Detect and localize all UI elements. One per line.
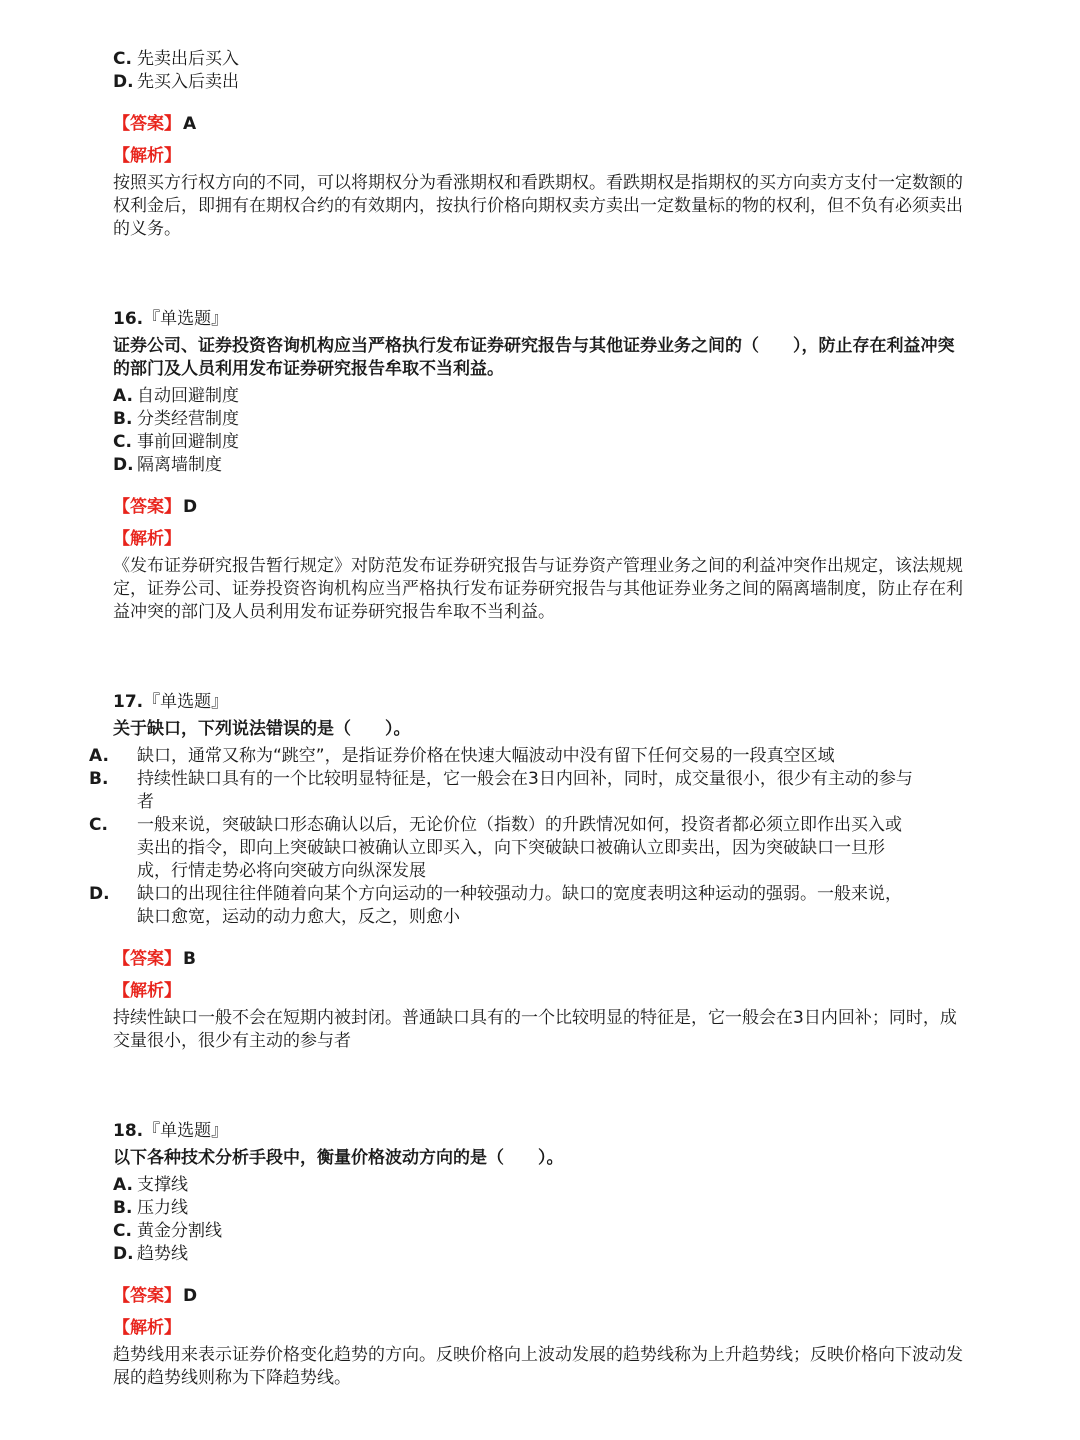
option-text: 支撑线 bbox=[137, 1175, 188, 1195]
option-letter: D. bbox=[89, 884, 110, 904]
answer-line bbox=[113, 112, 968, 136]
prev-question bbox=[113, 48, 968, 241]
question-number: 17. bbox=[113, 692, 144, 712]
option-text: 缺口，通常又称为“跳空”，是指证券价格在快速大幅波动中没有留下任何交易的一段真空区域 bbox=[137, 746, 835, 766]
answer-line bbox=[113, 495, 968, 519]
option-text: 持续性缺口具有的一个比较明显特征是，它一般会在3日内回补，同时，成交量很小，很少有主动的参与者 bbox=[137, 769, 913, 812]
option-d bbox=[113, 1243, 968, 1266]
option-text: 隔离墙制度 bbox=[137, 455, 222, 475]
answer-line bbox=[113, 947, 968, 971]
option-c bbox=[113, 431, 968, 454]
analysis-tag: 【解析】 bbox=[113, 1318, 181, 1338]
analysis-tag: 【解析】 bbox=[113, 146, 181, 166]
option-a bbox=[113, 1174, 968, 1197]
option-a bbox=[89, 745, 968, 768]
option-d bbox=[113, 71, 968, 94]
option-letter: B. bbox=[113, 409, 133, 429]
option-text: 一般来说，突破缺口形态确认以后，无论价位（指数）的升跌情况如何，投资者都必须立即作出买入或卖出的指令，即向上突破缺口被确认立即买入，向下突破缺口被确认立即卖出，因为突破缺口一旦形成，行情走势必将向突破方向纵深发展 bbox=[137, 815, 902, 881]
analysis-tag: 【解析】 bbox=[113, 529, 181, 549]
option-letter: C. bbox=[89, 815, 108, 835]
question-18 bbox=[113, 1119, 968, 1390]
option-letter: C. bbox=[113, 432, 132, 452]
analysis-text: 持续性缺口一般不会在短期内被封闭。普通缺口具有的一个比较明显的特征是，它一般会在3日内回补；同时，成交量很小，很少有主动的参与者 bbox=[113, 1008, 957, 1051]
option-text: 事前回避制度 bbox=[137, 432, 239, 452]
option-text: 先卖出后买入 bbox=[137, 49, 239, 69]
option-text: 压力线 bbox=[137, 1198, 188, 1218]
question-type: 『单选题』 bbox=[143, 692, 229, 712]
option-text: 先买入后卖出 bbox=[137, 72, 239, 92]
option-text: 分类经营制度 bbox=[137, 409, 239, 429]
option-b bbox=[113, 1197, 968, 1220]
option-letter: D. bbox=[113, 455, 134, 475]
answer-tag: 【答案】 bbox=[113, 1286, 181, 1306]
answer-value: A bbox=[183, 114, 197, 134]
answer-tag: 【答案】 bbox=[113, 114, 181, 134]
option-d bbox=[113, 454, 968, 477]
question-16 bbox=[113, 307, 968, 624]
option-letter: D. bbox=[113, 72, 134, 92]
option-letter: B. bbox=[113, 1198, 133, 1218]
analysis-text: 趋势线用来表示证券价格变化趋势的方向。反映价格向上波动发展的趋势线称为上升趋势线；反映价格向下波动发展的趋势线则称为下降趋势线。 bbox=[113, 1345, 963, 1388]
answer-value: D bbox=[183, 1286, 198, 1306]
question-text: 以下各种技术分析手段中，衡量价格波动方向的是（ ）。 bbox=[113, 1148, 564, 1168]
option-letter: D. bbox=[113, 1244, 134, 1264]
analysis-text: 按照买方行权方向的不同，可以将期权分为看涨期权和看跌期权。看跌期权是指期权的买方向卖方支付一定数额的权利金后，即拥有在期权合约的有效期内，按执行价格向期权卖方卖出一定数量标的物的权利，但不负有必须卖出的义务。 bbox=[113, 173, 963, 239]
option-b bbox=[113, 408, 968, 431]
question-text: 关于缺口，下列说法错误的是（ ）。 bbox=[113, 719, 411, 739]
question-header bbox=[113, 1119, 968, 1143]
option-letter: B. bbox=[89, 769, 109, 789]
option-letter: A. bbox=[113, 386, 133, 406]
option-text: 趋势线 bbox=[137, 1244, 188, 1264]
option-letter: C. bbox=[113, 1221, 132, 1241]
question-text: 证券公司、证券投资咨询机构应当严格执行发布证券研究报告与其他证券业务之间的（ ），防止存在利益冲突的部门及人员利用发布证券研究报告牟取不当利益。 bbox=[113, 336, 955, 379]
answer-value: B bbox=[183, 949, 196, 969]
question-number: 16. bbox=[113, 309, 144, 329]
answer-tag: 【答案】 bbox=[113, 497, 181, 517]
question-header bbox=[113, 690, 968, 714]
option-a bbox=[113, 385, 968, 408]
option-text: 缺口的出现往往伴随着向某个方向运动的一种较强动力。缺口的宽度表明这种运动的强弱。一般来说，缺口愈宽，运动的动力愈大，反之，则愈小 bbox=[137, 884, 902, 927]
option-text: 自动回避制度 bbox=[137, 386, 239, 406]
analysis-text: 《发布证券研究报告暂行规定》对防范发布证券研究报告与证券资产管理业务之间的利益冲突作出规定，该法规规定，证券公司、证券投资咨询机构应当严格执行发布证券研究报告与其他证券业务之间的隔离墙制度，防止存在利益冲突的部门及人员利用发布证券研究报告牟取不当利益。 bbox=[113, 556, 963, 622]
option-letter: A. bbox=[113, 1175, 133, 1195]
option-text: 黄金分割线 bbox=[137, 1221, 222, 1241]
option-b bbox=[89, 768, 968, 814]
question-type: 『单选题』 bbox=[143, 1121, 229, 1141]
question-number: 18. bbox=[113, 1121, 144, 1141]
option-c bbox=[113, 48, 968, 71]
option-c bbox=[89, 814, 968, 883]
question-17 bbox=[89, 690, 968, 1053]
answer-value: D bbox=[183, 497, 198, 517]
question-header bbox=[113, 307, 968, 331]
option-c bbox=[113, 1220, 968, 1243]
answer-tag: 【答案】 bbox=[113, 949, 181, 969]
option-letter: A. bbox=[89, 746, 109, 766]
option-letter: C. bbox=[113, 49, 132, 69]
answer-line bbox=[113, 1284, 968, 1308]
question-type: 『单选题』 bbox=[143, 309, 229, 329]
option-d bbox=[89, 883, 968, 929]
analysis-tag: 【解析】 bbox=[113, 981, 181, 1001]
